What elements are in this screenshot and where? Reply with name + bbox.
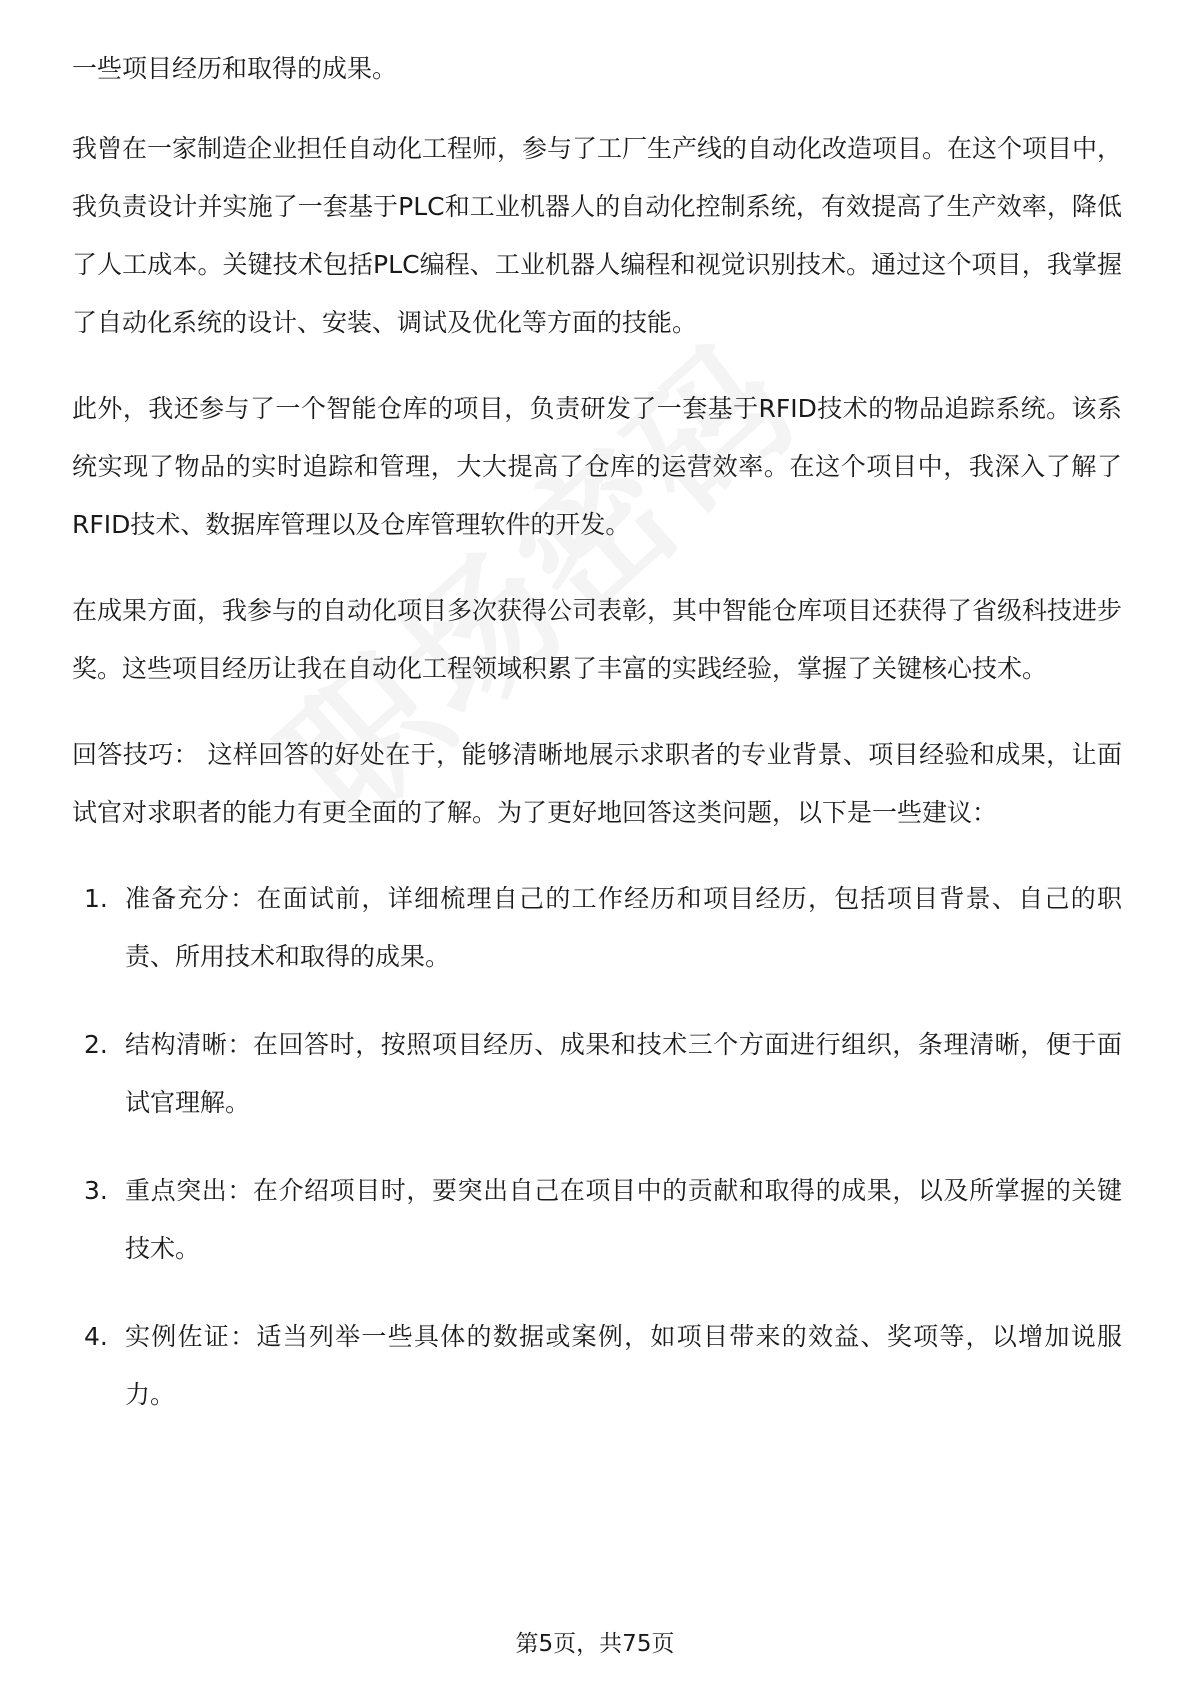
list-item-number: 4. (84, 1322, 108, 1351)
list-item-number: 1. (84, 884, 108, 913)
list-item-text: 准备充分：在面试前，详细梳理自己的工作经历和项目经历，包括项目背景、自己的职责、所用技术和取得的成果。 (125, 884, 1122, 971)
document-body (72, 40, 1122, 1454)
list-item (72, 1016, 1122, 1132)
paragraph-automation-project: 我曾在一家制造企业担任自动化工程师，参与了工厂生产线的自动化改造项目。在这个项目中，我负责设计并实施了一套基于PLC和工业机器人的自动化控制系统，有效提高了生产效率，降低了人工成本。关键技术包括PLC编程、工业机器人编程和视觉识别技术。通过这个项目，我掌握了自动化系统的设计、安装、调试及优化等方面的技能。 (72, 134, 1123, 337)
paragraph-warehouse-project: 此外，我还参与了一个智能仓库的项目，负责研发了一套基于RFID技术的物品追踪系统。该系统实现了物品的实时追踪和管理，大大提高了仓库的运营效率。在这个项目中，我深入了解了RFID技术、数据库管理以及仓库管理软件的开发。 (72, 394, 1122, 539)
list-item-number: 2. (84, 1030, 108, 1059)
list-item-number: 3. (84, 1176, 108, 1205)
list-item-text: 结构清晰：在回答时，按照项目经历、成果和技术三个方面进行组织，条理清晰，便于面试官理解。 (125, 1030, 1122, 1117)
page-number: 第5页，共75页 (515, 1631, 675, 1657)
paragraph-achievements: 在成果方面，我参与的自动化项目多次获得公司表彰，其中智能仓库项目还获得了省级科技进步奖。这些项目经历让我在自动化工程领域积累了丰富的实践经验，掌握了关键核心技术。 (72, 596, 1123, 683)
list-item (72, 870, 1122, 986)
paragraph-intro: 一些项目经历和取得的成果。 (72, 54, 398, 83)
tips-list (72, 870, 1122, 1424)
list-item-text: 实例佐证：适当列举一些具体的数据或案例，如项目带来的效益、奖项等，以增加说服力。 (125, 1322, 1122, 1409)
paragraph-answer-tips: 回答技巧： 这样回答的好处在于，能够清晰地展示求职者的专业背景、项目经验和成果，让面试官对求职者的能力有更全面的了解。为了更好地回答这类问题，以下是一些建议： (72, 740, 1122, 827)
list-item (72, 1308, 1122, 1424)
list-item-text: 重点突出：在介绍项目时，要突出自己在项目中的贡献和取得的成果，以及所掌握的关键技术。 (125, 1176, 1122, 1263)
list-item (72, 1162, 1122, 1278)
